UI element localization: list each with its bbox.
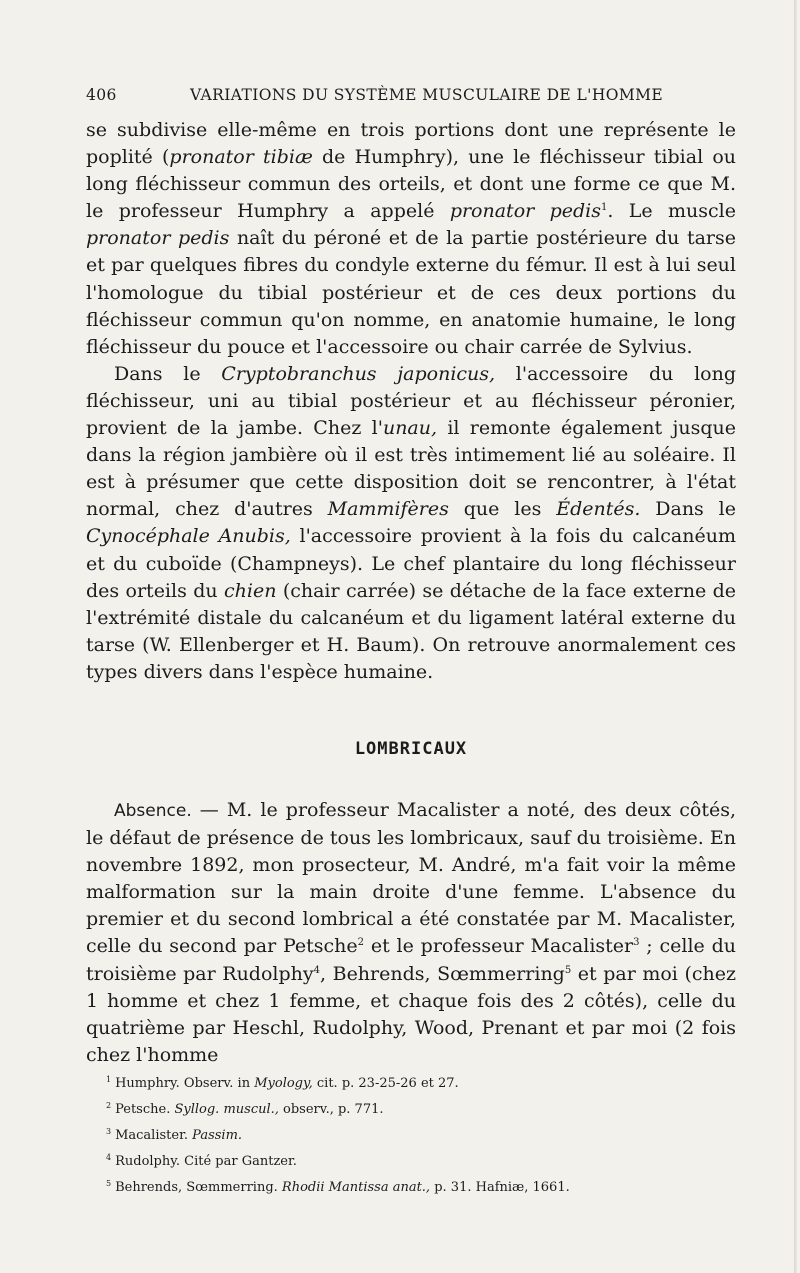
footnote-ref: 4	[313, 964, 320, 976]
text-run: ; celle du troisième par Rudolphy	[86, 935, 737, 985]
italic-term: Mammifères	[327, 498, 449, 521]
text-run: , Behrends, Sœmmerring	[320, 962, 565, 985]
text-run: naît du péroné et de la partie postérieure du tarse et par quelques fibres du condyle externe du fémur. Il est à lui seul l'homologue du tibial postérieur et de ces deux portions du fléchisseur commun qu'on nomme, en anatomie humaine, le long fléchisseur du pouce et l'accessoire ou chair carrée de Sylvius.	[86, 227, 736, 358]
italic-term: pronator pedis	[449, 200, 601, 223]
footnotes	[106, 1069, 726, 1199]
footnote-mark: 1	[106, 1075, 112, 1084]
italic-term: unau,	[382, 417, 438, 440]
footnote	[106, 1121, 726, 1147]
text-run: Dans le	[640, 498, 736, 521]
footnote-text: cit. p. 23-25-26 et 27.	[312, 1076, 459, 1091]
footnote-text: Rudolphy. Cité par Gantzer.	[115, 1154, 297, 1169]
text-run: (chair carrée) se détache de la face externe de l'extrémité distale du calcanéum et du ligament latéral externe du tarse (W. Ellenberger et H. Baum). On retrouve anormalement ces types divers dans l'espèce humaine.	[86, 579, 736, 683]
section-title: LOMBRICAUX	[354, 739, 468, 759]
italic-term: Édentés.	[556, 498, 641, 521]
italic-term: chien	[224, 579, 277, 602]
footnote-ref: 5	[564, 964, 572, 976]
section-text	[86, 797, 736, 1069]
paragraph-3	[86, 797, 736, 1069]
footnote-text: Behrends, Sœmmerring.	[115, 1180, 282, 1195]
paragraph-1	[86, 117, 736, 361]
text-run: l'accessoire provient à la fois du calcanéum et du cuboïde (Champneys). Le chef plantaire du long fléchisseur des orteils du	[86, 525, 736, 602]
footnote-ref: 1	[601, 202, 608, 214]
footnote	[106, 1069, 726, 1095]
text-run: de Humphry), une le fléchisseur tibial ou long fléchisseur commun des orteils, et dont une forme ce que M. le professeur Humphry a appelé	[86, 146, 737, 223]
footnote	[106, 1095, 726, 1121]
footnote-italic: Rhodii Mantissa anat.,	[281, 1180, 431, 1195]
text-run: — M. le professeur Macalister a noté, des deux côtés, le défaut de présence de tous les lombricaux, sauf du troisième. En novembre 1892, mon prosecteur, M. André, m'a fait voir la même malformation sur la main droite d'une femme. L'absence du premier et du second lombrical a été constatée par M. Macalister, celle du second par Petsche	[86, 799, 736, 958]
footnote-text: Humphry. Observ. in	[115, 1076, 255, 1091]
run-in-heading: Absence.	[114, 801, 192, 821]
footnote-text: observ., p. 771.	[278, 1102, 384, 1117]
text-run: . Le muscle	[607, 200, 736, 223]
text-run: Dans le	[114, 362, 222, 385]
italic-term: Cryptobranchus japonicus,	[221, 362, 496, 385]
running-title: VARIATIONS DU SYSTÈME MUSCULAIRE DE L'HOMME	[190, 86, 664, 104]
text-run: que les	[448, 498, 557, 521]
footnote-mark: 3	[106, 1127, 112, 1136]
text-run: se subdivise elle-même en trois portions dont une représente le poplité (	[86, 119, 736, 169]
footnote-text: p. 31. Hafniæ, 1661.	[430, 1180, 570, 1195]
italic-term: pronator tibiæ	[169, 146, 313, 169]
italic-term: Cynocéphale Anubis,	[86, 525, 291, 548]
footnote-text: Macalister.	[115, 1128, 193, 1143]
footnote-ref: 2	[357, 937, 365, 949]
text-run: il remonte également jusque dans la région jambière où il est très intimement lié au soléaire. Il est à présumer que cette disposition doit se rencontrer, à l'état normal, chez d'autres	[86, 417, 736, 521]
page-number: 406	[86, 86, 117, 104]
footnote-text: Petsche.	[115, 1102, 175, 1117]
text-run: et par moi (chez 1 homme et chez 1 femme, et chaque fois des 2 côtés), celle du quatrième par Heschl, Rudolphy, Wood, Prenant et par moi (2 fois chez l'homme	[86, 962, 736, 1066]
text-run: et le professeur Macalister	[364, 935, 634, 958]
footnote-ref: 3	[633, 937, 640, 949]
footnote-mark: 2	[106, 1101, 112, 1110]
footnote-mark: 5	[106, 1179, 112, 1188]
footnote-italic: Syllog. muscul.,	[174, 1102, 279, 1117]
text-run: l'accessoire du long fléchisseur, uni au tibial postérieur et au fléchisseur péronier, provient de la jambe. Chez l'	[86, 362, 737, 440]
page-edge-shadow	[794, 0, 797, 1273]
footnote-italic: Myology,	[254, 1076, 313, 1091]
paragraph-2	[86, 361, 736, 686]
footnote	[106, 1147, 726, 1173]
footnote-italic: Passim.	[192, 1128, 243, 1143]
body-text	[86, 117, 736, 686]
footnote	[106, 1173, 726, 1199]
page-header	[86, 86, 736, 112]
footnote-mark: 4	[106, 1153, 112, 1162]
italic-term: pronator pedis	[86, 227, 230, 250]
